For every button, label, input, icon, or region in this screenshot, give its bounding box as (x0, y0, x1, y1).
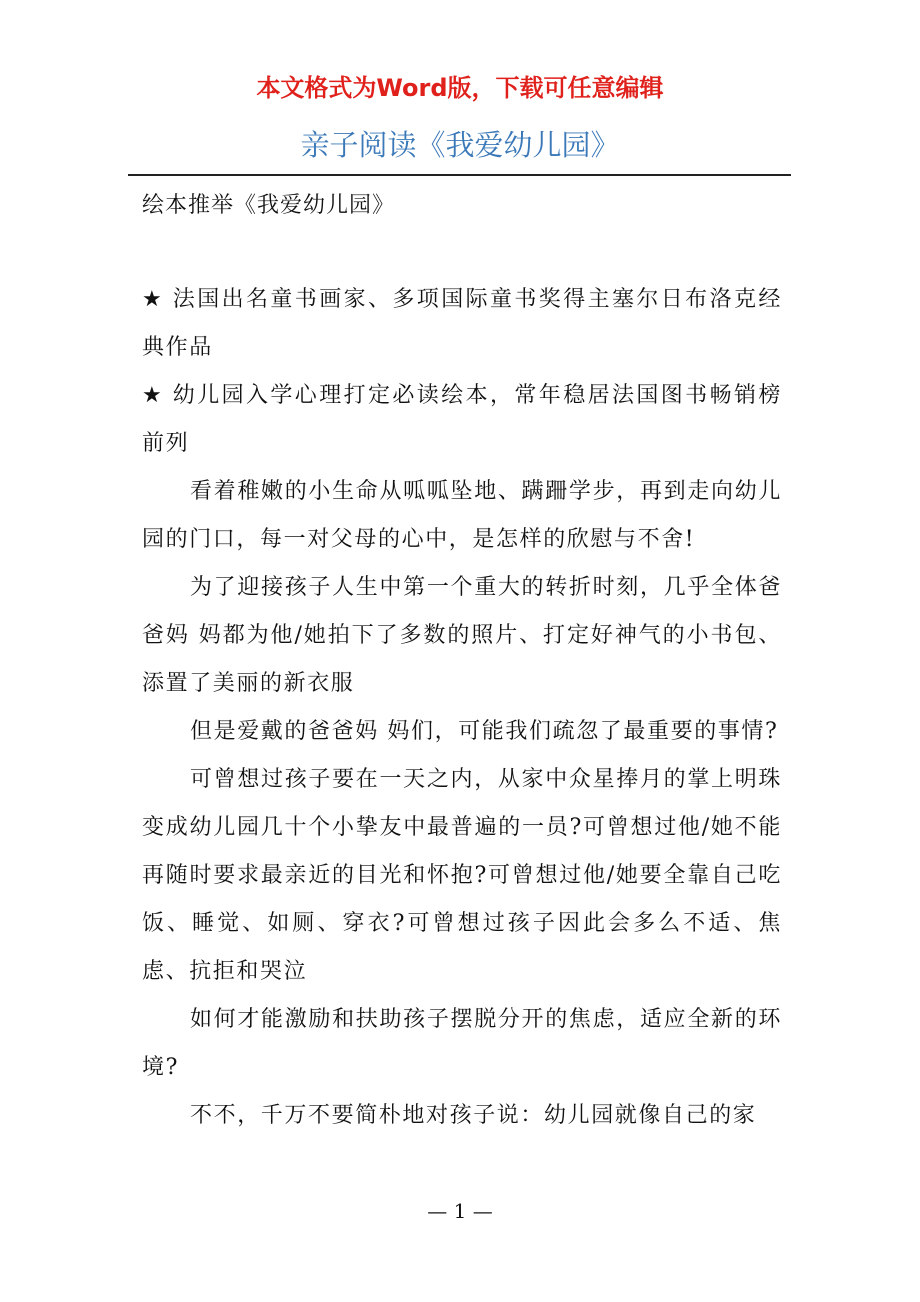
paragraph: 看着稚嫩的小生命从呱呱坠地、蹒跚学步，再到走向幼儿园的门口，每一对父母的心中，是怎样的欣慰与不舍! (142, 479, 782, 552)
document-title: 亲子阅读《我爱幼儿园》 (300, 128, 620, 162)
document-body (142, 276, 782, 1140)
paragraph: 为了迎接孩子人生中第一个重大的转折时刻，几乎全体爸爸妈 妈都为他/她拍下了多数的照片、打定好神气的小书包、添置了美丽的新衣服 (142, 575, 782, 696)
bullet-text: 法国出名童书画家、多项国际童书奖得主塞尔日布洛克经典作品 (142, 287, 782, 360)
star-icon: ★ (142, 287, 164, 312)
bullet-text: 幼儿园入学心理打定必读绘本，常年稳居法国图书畅销榜前列 (142, 383, 782, 456)
subtitle: 绘本推举《我爱幼儿园》 (142, 193, 396, 218)
paragraph: 不不，千万不要简朴地对孩子说：幼儿园就像自己的家 (190, 1103, 757, 1128)
bullet-item (142, 372, 782, 468)
word-format-notice: 本文格式为Word版，下载可任意编辑 (256, 74, 664, 102)
bullet-item (142, 276, 782, 372)
paragraph: 但是爱戴的爸爸妈 妈们，可能我们疏忽了最重要的事情? (190, 719, 779, 744)
paragraph: 如何才能激励和扶助孩子摆脱分开的焦虑，适应全新的环境? (142, 1007, 782, 1080)
page-number: — 1 — (427, 1199, 493, 1223)
paragraph: 可曾想过孩子要在一天之内，从家中众星捧月的掌上明珠变成幼儿园几十个小挚友中最普遍的一员?可曾想过他/她不能再随时要求最亲近的目光和怀抱?可曾想过他/她要全靠自己吃饭、睡觉、如厕、穿衣?可曾想过孩子因此会多么不适、焦虑、抗拒和哭泣 (142, 767, 782, 984)
star-icon: ★ (142, 383, 164, 408)
title-divider (128, 174, 791, 176)
